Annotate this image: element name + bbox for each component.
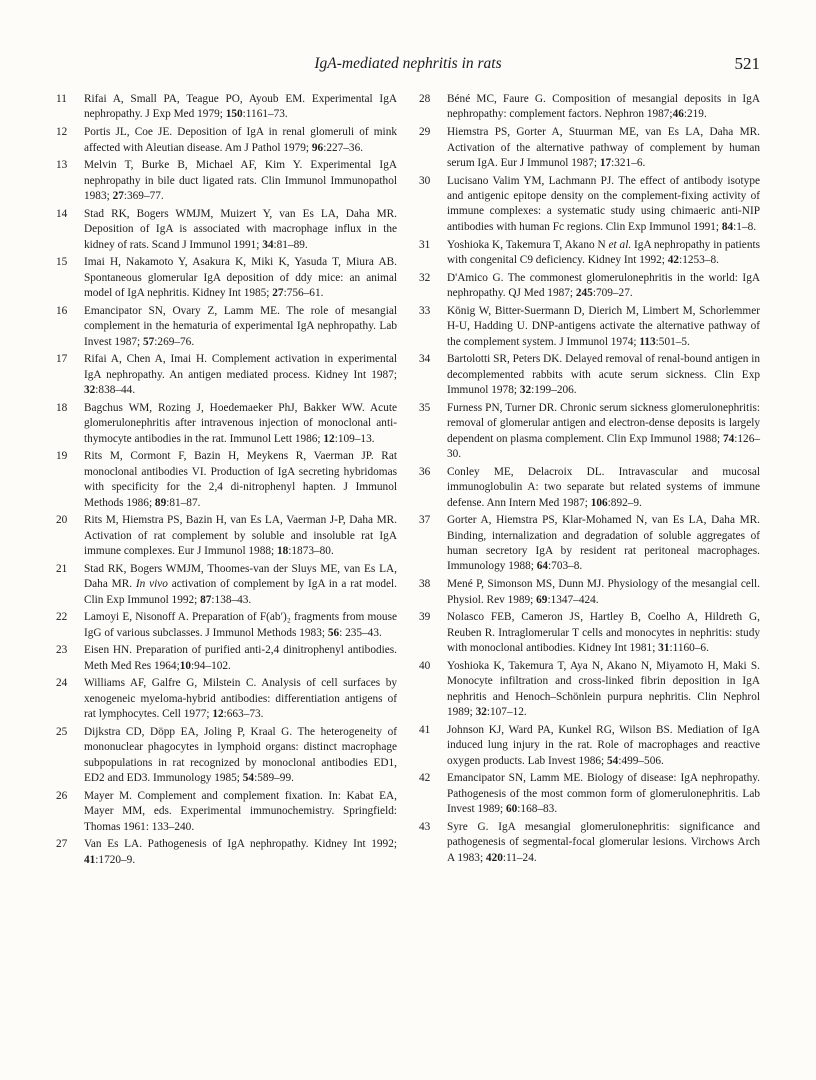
reference-number: 12 (56, 126, 68, 139)
reference-pages: :81–89. (273, 238, 308, 251)
reference-columns (56, 92, 760, 871)
reference-number: 14 (56, 207, 68, 220)
reference-pages: :589–99. (254, 772, 294, 785)
reference-volume: 32 (84, 384, 96, 397)
reference-item (56, 158, 397, 204)
reference-number: 21 (56, 562, 68, 575)
reference-text: activation of complement by IgA in a rat model. Clin Exp Immunol 1992; (84, 578, 397, 606)
reference-pages: :81–87. (166, 496, 201, 509)
reference-volume: 32 (475, 706, 487, 718)
reference-volume: 60 (506, 803, 518, 816)
reference-number: 43 (419, 820, 431, 833)
reference-volume: 10 (179, 659, 192, 672)
running-title: IgA-mediated nephritis in rats (314, 55, 502, 72)
reference-volume: 34 (262, 238, 274, 251)
reference-item (419, 238, 760, 269)
reference-text: Portis JL, Coe JE. Deposition of IgA in renal glomeruli of mink affected with Aleutian disease. Am J Pathol 1979; (84, 126, 397, 154)
reference-pages: :501–5. (655, 335, 690, 348)
reference-number: 22 (56, 611, 68, 624)
reference-number: 26 (56, 789, 68, 802)
reference-pages: :199–206. (531, 384, 577, 397)
reference-text: Bartolotti SR, Peters DK. Delayed removal of renal-bound antigen in decomplemented rabbits with acute serum sickness. Clin Exp Immunol 1978; (447, 353, 760, 397)
reference-pages: :892–9. (607, 496, 642, 509)
reference-item (56, 449, 397, 511)
reference-pages: :227–36. (323, 141, 364, 154)
reference-text: Béné MC, Faure G. Composition of mesangial deposits in IgA nephropathy: complement factors. Nephron 1987; (447, 93, 760, 121)
reference-item (56, 207, 397, 253)
reference-text: Rifai A, Small PA, Teague PO, Ayoub EM. Experimental IgA nephropathy. J Exp Med 1979; (84, 93, 397, 121)
reference-volume: 27 (112, 190, 124, 203)
reference-volume: 69 (536, 593, 548, 606)
reference-number: 40 (419, 659, 431, 672)
reference-item (419, 125, 760, 171)
reference-pages: :1720–9. (95, 853, 136, 866)
reference-volume: 54 (242, 772, 255, 785)
reference-volume: 96 (311, 141, 324, 154)
reference-number: 25 (56, 726, 68, 738)
reference-pages: :709–27. (592, 287, 633, 300)
reference-item (56, 643, 397, 674)
reference-number: 36 (419, 465, 431, 478)
reference-number: 20 (56, 514, 68, 527)
reference-text: Nolasco FEB, Cameron JS, Hartley B, Coelho A, Hildreth G, Reuben R. Intraglomerular T cells and monocytes in nephritis: study with monoclonal antibodies. Kidney Int 1981; (447, 611, 760, 655)
reference-number: 39 (419, 611, 431, 624)
reference-pages: :168–83. (517, 803, 558, 816)
reference-text: Mayer M. Complement and complement fixation. In: Kabat EA, Mayer MM, eds. Experimental immunochemistry. Springfield: Thomas 1961: 133–240. (84, 789, 397, 833)
reference-item (56, 610, 397, 641)
reference-number: 18 (56, 401, 68, 414)
reference-number: 37 (419, 514, 431, 527)
reference-number: 11 (56, 93, 67, 105)
reference-volume: 18 (276, 545, 289, 558)
reference-column-left (56, 92, 397, 871)
reference-volume: 12 (323, 432, 335, 445)
reference-text: Conley ME, Delacroix DL. Intravascular and mucosal immunoglobulin A: two separate but related systems of immune defense. Ann Intern Med 1987; (447, 465, 760, 509)
reference-volume: 46 (672, 108, 684, 121)
reference-item (419, 304, 760, 350)
reference-pages: :838–44. (95, 384, 136, 397)
reference-volume: 56 (327, 626, 340, 639)
reference-number: 15 (56, 256, 68, 269)
reference-volume: 84 (721, 220, 734, 233)
reference-number: 16 (56, 304, 68, 317)
reference-text: König W, Bitter-Suermann D, Dierich M, Limbert M, Schorlemmer H-U, Hadding U. DNP-antigens activate the alternative pathway of the complement system. J Immunol 1974; (447, 304, 760, 348)
reference-text: Yoshioka K, Takemura T, Akano N (447, 238, 609, 251)
reference-pages: :219. (683, 108, 707, 121)
reference-volume: 150 (225, 108, 243, 121)
reference-text: Furness PN, Turner DR. Chronic serum sickness glomerulonephritis: removal of glomerular antigen and electron-dense deposits is largely dependent on plasma complement. Clin Exp Immunol 1988; (447, 401, 760, 445)
reference-pages: :126–30. (447, 432, 760, 461)
reference-text: Bagchus WM, Rozing J, Hoedemaeker PhJ, Bakker WW. Acute glomerulonephritis after intravenous injection of monoclonal anti-thymocyte antibodies in the rat. Immunol Lett 1986; (84, 401, 397, 445)
page-number: 521 (734, 54, 760, 73)
reference-number: 29 (419, 126, 431, 139)
reference-number: 41 (419, 723, 431, 736)
reference-volume: 87 (200, 593, 212, 606)
reference-text: Rifai A, Chen A, Imai H. Complement activation in experimental IgA nephropathy. An antigen mediated process. Kidney Int 1987; (84, 353, 397, 381)
reference-number: 13 (56, 159, 68, 172)
reference-pages: :138–43. (211, 593, 252, 606)
reference-pages: :269–76. (154, 335, 195, 348)
reference-text: Van Es LA. Pathogenesis of IgA nephropathy. Kidney Int 1992; (84, 838, 397, 851)
reference-item (419, 352, 760, 398)
reference-pages: :321–6. (611, 156, 646, 169)
reference-volume: 54 (607, 754, 619, 767)
reference-volume: 64 (536, 560, 549, 573)
reference-text: Johnson KJ, Ward PA, Kunkel RG, Wilson BS. Mediation of IgA induced lung injury in the rat. Role of macrophages and reactive oxygen products. Lab Invest 1986; (447, 723, 760, 767)
reference-text: Rits M, Hiemstra PS, Bazin H, van Es LA, Vaerman J-P, Daha MR. Activation of rat complement by soluble and insoluble rat IgA immune complexes. Eur J Immunol 1988; (84, 514, 397, 558)
reference-volume: 106 (590, 496, 608, 509)
reference-pages: :1347–424. (547, 593, 599, 606)
reference-italic-text: et al. (608, 238, 632, 251)
reference-item (56, 837, 397, 868)
reference-text: Williams AF, Galfre G, Milstein C. Analysis of cell surfaces by xenogeneic myeloma-hybrid antibodies: differentiation antigens of rat lymphocytes. Cell 1977; (84, 677, 397, 721)
reference-text: Gorter A, Hiemstra PS, Klar-Mohamed N, van Es LA, Daha MR. Binding, internalization and degradation of soluble aggregates of human secretory IgA by resident rat peritoneal macrophages. Immunology 1988; (447, 514, 760, 573)
reference-volume: 27 (272, 287, 284, 300)
reference-number: 30 (419, 174, 431, 187)
reference-text: Lamoyi E, Nisonoff A. Preparation of F(ab′)₂ fragments from mouse IgG of various subclasses. J Immunol Methods 1983; (84, 611, 397, 639)
reference-text: Syre G. IgA mesangial glomerulonephritis: significance and pathogenesis of segmental-focal glomerular lesions. Virchows Arch A 1983; (447, 820, 760, 864)
reference-volume: 89 (154, 496, 167, 509)
reference-pages: :703–8. (548, 560, 583, 573)
reference-number: 31 (419, 238, 431, 251)
reference-item (56, 789, 397, 835)
reference-text: Stad RK, Bogers WMJM, Thoomes-van der Sluys ME, van Es LA, Daha MR. (84, 562, 397, 591)
reference-number: 34 (419, 353, 431, 366)
reference-item (419, 577, 760, 608)
reference-volume: 113 (639, 335, 656, 348)
reference-pages: :369–77. (123, 190, 164, 203)
reference-pages: :94–102. (191, 659, 231, 672)
reference-volume: 420 (485, 851, 503, 864)
reference-text: Emancipator SN, Lamm ME. Biology of disease: IgA nephropathy. Pathogenesis of the most common form of glomerulonephritis. Lab Invest 1989; (447, 772, 760, 816)
reference-number: 35 (419, 401, 431, 414)
reference-pages: :107–12. (486, 706, 527, 718)
reference-number: 32 (419, 271, 431, 284)
reference-text: Emancipator SN, Ovary Z, Lamm ME. The role of mesangial complement in the hematuria of experimental IgA nephropathy. Lab Invest 1987; (84, 304, 397, 348)
reference-volume: 32 (519, 384, 532, 397)
reference-item (419, 271, 760, 302)
reference-item (56, 255, 397, 301)
reference-volume: 74 (722, 432, 735, 445)
reference-item (419, 723, 760, 769)
reference-item (56, 725, 397, 787)
reference-pages: :499–506. (618, 754, 664, 767)
reference-text: IgA nephropathy in patients with congenital C9 deficiency. Kidney Int 1992; (447, 238, 760, 266)
reference-number: 33 (419, 304, 431, 317)
reference-number: 42 (419, 772, 431, 785)
reference-column-right (419, 92, 760, 871)
reference-item (419, 610, 760, 656)
reference-text: Mené P, Simonson MS, Dunn MJ. Physiology of the mesangial cell. Physiol. Rev 1989; (447, 578, 760, 606)
reference-volume: 12 (212, 708, 224, 721)
reference-item (56, 304, 397, 350)
reference-number: 28 (419, 93, 431, 105)
reference-pages: :1161–73. (242, 108, 288, 121)
reference-text: Dijkstra CD, Döpp EA, Joling P, Kraal G. The heterogeneity of mononuclear phagocytes in lymphoid organs: distinct macrophage subpopulations in rat recognized by monoclonal antibodies ED1, ED2 and ED3. Immunology 1985; (84, 726, 397, 785)
reference-pages: :756–61. (283, 287, 324, 300)
reference-pages: : 235–43. (339, 626, 382, 639)
reference-pages: :1253–8. (679, 253, 719, 266)
reference-item (419, 820, 760, 866)
reference-item (56, 92, 397, 123)
reference-number: 17 (56, 353, 68, 366)
reference-item (419, 92, 760, 123)
reference-text: Yoshioka K, Takemura T, Aya N, Akano N, Miyamoto H, Maki S. Monocyte infiltration and cross-linked fibrin deposition in IgA nephritis and Henoch–Schönlein purpura nephritis. Clin Nephrol 1989; (447, 659, 760, 718)
page-header (56, 55, 760, 81)
reference-number: 24 (56, 677, 68, 690)
reference-text: Melvin T, Burke B, Michael AF, Kim Y. Experimental IgA nephropathy in bile duct ligated rats. Clin Immunol Immunopathol 1983; (84, 159, 397, 203)
reference-item (419, 465, 760, 511)
reference-number: 38 (419, 578, 431, 591)
reference-item (419, 513, 760, 575)
reference-text: D'Amico G. The commonest glomerulonephritis in the world: IgA nephropathy. QJ Med 1987; (447, 271, 760, 300)
reference-item (56, 352, 397, 398)
reference-pages: :1160–6. (669, 642, 709, 655)
reference-text: Hiemstra PS, Gorter A, Stuurman ME, van Es LA, Daha MR. Activation of the alternative pathway of complement by human serum IgA. Eur J Immunol 1987; (447, 126, 760, 169)
reference-item (56, 562, 397, 608)
reference-volume: 31 (658, 642, 670, 655)
reference-number: 19 (56, 450, 68, 463)
reference-text: Lucisano Valim YM, Lachmann PJ. The effect of antibody isotype and antigenic epitope density on the complement-fixing activity of immune complexes: a systematic study using chimaeric anti-NIP antibodies with human Fc regions. Clin Exp Immunol 1991; (447, 174, 760, 233)
reference-pages: :1–8. (733, 220, 757, 233)
reference-item (419, 401, 760, 463)
reference-text: Imai H, Nakamoto Y, Asakura K, Miki K, Yasuda T, Miura AB. Spontaneous glomerular IgA deposition of ddy mice: an animal model of IgA nephritis. Kidney Int 1985; (84, 256, 397, 300)
reference-item (419, 659, 760, 721)
reference-text: Rits M, Cormont F, Bazin H, Meykens R, Vaerman JP. Rat monoclonal antibodies VI. Production of IgA secreting hybridomas with specificity for the 2,4 di-nitrophenyl hapten. J Immunol Methods 1986; (84, 450, 397, 509)
reference-number: 27 (56, 838, 68, 851)
reference-item (419, 174, 760, 236)
reference-pages: :109–13. (334, 432, 375, 445)
reference-item (56, 513, 397, 559)
reference-volume: 41 (84, 853, 96, 866)
reference-item (56, 401, 397, 447)
reference-number: 23 (56, 644, 68, 657)
reference-pages: :663–73. (223, 708, 264, 721)
reference-text: Stad RK, Bogers WMJM, Muizert Y, van Es LA, Daha MR. Deposition of IgA is associated with macrophage influx in the kidney of rats. Scand J Immunol 1991; (84, 207, 397, 251)
reference-pages: :1873–80. (288, 545, 334, 558)
reference-item (419, 771, 760, 817)
reference-italic-text: In vivo (135, 578, 168, 591)
reference-item (56, 125, 397, 156)
reference-volume: 57 (143, 335, 155, 348)
reference-volume: 245 (575, 287, 593, 300)
reference-volume: 17 (599, 156, 612, 169)
reference-text: Eisen HN. Preparation of purified anti-2,4 dinitrophenyl antibodies. Meth Med Res 1964; (84, 644, 397, 672)
reference-pages: :11–24. (502, 851, 537, 864)
reference-volume: 42 (667, 253, 680, 266)
reference-item (56, 676, 397, 722)
